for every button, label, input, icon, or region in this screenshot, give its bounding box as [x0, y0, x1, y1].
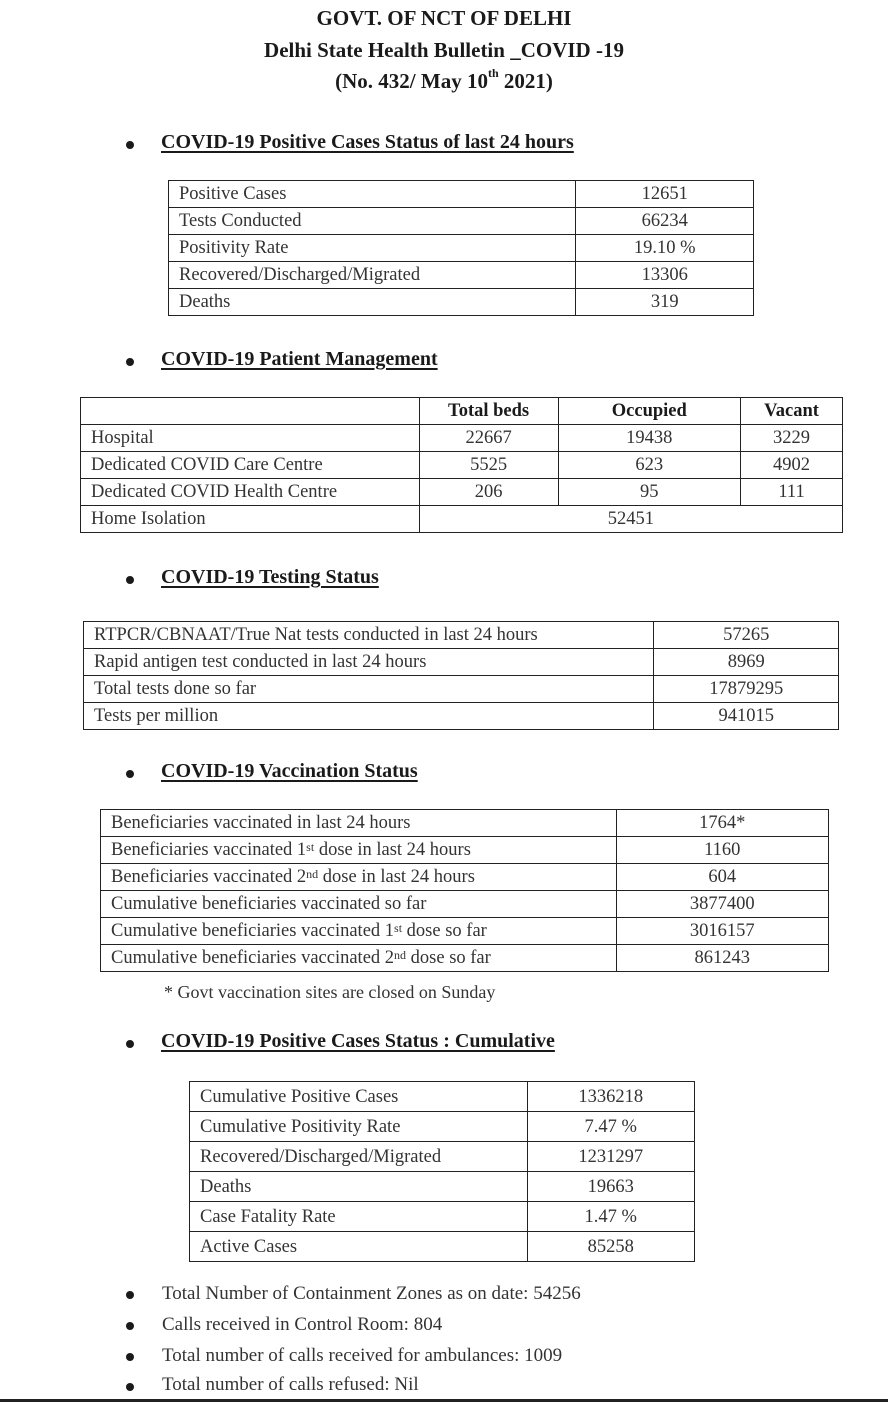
table-testing-status [83, 621, 839, 730]
section-title-patient-management: COVID-19 Patient Management [161, 348, 438, 370]
header-empty-cell [81, 398, 420, 425]
total-beds-value: 5525 [419, 452, 558, 479]
row-label: Beneficiaries vaccinated 2nd dose in last 24 hours [101, 864, 617, 891]
table-vaccination-status [100, 809, 829, 972]
row-label: Rapid antigen test conducted in last 24 hours [84, 649, 654, 676]
occupied-value: 623 [558, 452, 741, 479]
table-row [190, 1232, 695, 1262]
column-header-occupied: Occupied [558, 398, 741, 425]
row-value: 7.47 % [527, 1112, 694, 1142]
table-row [190, 1082, 695, 1112]
row-value: 1336218 [527, 1082, 694, 1112]
bullet-icon [126, 1040, 134, 1048]
row-label: Recovered/Discharged/Migrated [190, 1142, 528, 1172]
header-bulletin-number: (No. 432/ May 10th 2021) [335, 66, 553, 93]
row-label: Cumulative Positive Cases [190, 1082, 528, 1112]
vacant-value: 3229 [741, 425, 843, 452]
row-label: Recovered/Discharged/Migrated [169, 262, 576, 289]
row-label: Deaths [190, 1172, 528, 1202]
section-title-cumulative: COVID-19 Positive Cases Status : Cumulative [161, 1030, 555, 1052]
row-label: Positive Cases [169, 181, 576, 208]
table-row [101, 837, 829, 864]
table-row [101, 810, 829, 837]
row-value: 66234 [576, 208, 754, 235]
header-govt: GOVT. OF NCT OF DELHI [316, 6, 572, 30]
table-row [169, 262, 754, 289]
control-room-calls-text: Calls received in Control Room: 804 [162, 1314, 443, 1335]
refused-calls-text: Total number of calls refused: Nil [162, 1374, 419, 1395]
row-value: 17879295 [654, 676, 839, 703]
row-label: Dedicated COVID Care Centre [81, 452, 420, 479]
bullet-icon [126, 770, 134, 778]
row-label: Cumulative beneficiaries vaccinated 2nd dose so far [101, 945, 617, 972]
bullet-icon [126, 141, 134, 149]
table-row [169, 235, 754, 262]
table-row [81, 479, 843, 506]
row-label: Total tests done so far [84, 676, 654, 703]
row-value: 1231297 [527, 1142, 694, 1172]
row-value: 319 [576, 289, 754, 316]
vacant-value: 111 [741, 479, 843, 506]
row-label: Case Fatality Rate [190, 1202, 528, 1232]
header-bulletin-title: Delhi State Health Bulletin _COVID -19 [264, 38, 624, 62]
total-beds-value: 22667 [419, 425, 558, 452]
table-row [101, 918, 829, 945]
table-row [101, 945, 829, 972]
row-value: 604 [616, 864, 828, 891]
bullet-icon [126, 358, 134, 366]
row-value: 3877400 [616, 891, 828, 918]
table-row [101, 891, 829, 918]
section-title-vaccination: COVID-19 Vaccination Status [161, 760, 418, 782]
section-title-testing: COVID-19 Testing Status [161, 566, 379, 588]
table-row [190, 1142, 695, 1172]
table-row [81, 506, 843, 533]
table-row [81, 425, 843, 452]
row-value: 1160 [616, 837, 828, 864]
row-value: 85258 [527, 1232, 694, 1262]
table-header-row [81, 398, 843, 425]
bullet-icon [126, 1291, 134, 1299]
row-label: Beneficiaries vaccinated in last 24 hours [101, 810, 617, 837]
row-value: 12651 [576, 181, 754, 208]
ambulance-calls-text: Total number of calls received for ambulances: 1009 [162, 1345, 563, 1366]
table-positive-24h [168, 180, 754, 316]
row-label: Cumulative Positivity Rate [190, 1112, 528, 1142]
containment-zones-text: Total Number of Containment Zones as on date: 54256 [162, 1283, 581, 1304]
row-value: 3016157 [616, 918, 828, 945]
row-label: Tests per million [84, 703, 654, 730]
occupied-value: 95 [558, 479, 741, 506]
row-value: 57265 [654, 622, 839, 649]
row-value: 941015 [654, 703, 839, 730]
table-row [190, 1112, 695, 1142]
table-patient-management [80, 397, 843, 533]
bullet-icon [126, 1383, 134, 1391]
row-label: Cumulative beneficiaries vaccinated 1st dose so far [101, 918, 617, 945]
row-label: Tests Conducted [169, 208, 576, 235]
table-row [190, 1172, 695, 1202]
row-value: 1764* [616, 810, 828, 837]
section-title-24h: COVID-19 Positive Cases Status of last 24 hours [161, 131, 574, 153]
row-label: Dedicated COVID Health Centre [81, 479, 420, 506]
row-label: Deaths [169, 289, 576, 316]
row-value: 19.10 % [576, 235, 754, 262]
row-label: Beneficiaries vaccinated 1st dose in last 24 hours [101, 837, 617, 864]
table-row [169, 181, 754, 208]
row-value: 861243 [616, 945, 828, 972]
row-label: Hospital [81, 425, 420, 452]
table-row [190, 1202, 695, 1232]
row-label: Active Cases [190, 1232, 528, 1262]
bullet-icon [126, 1353, 134, 1361]
table-row [101, 864, 829, 891]
table-row [84, 649, 839, 676]
table-row [84, 622, 839, 649]
bullet-icon [126, 576, 134, 584]
bullet-icon [126, 1322, 134, 1330]
row-value: 13306 [576, 262, 754, 289]
row-label: Home Isolation [81, 506, 420, 533]
row-value: 19663 [527, 1172, 694, 1202]
vaccination-footnote: * Govt vaccination sites are closed on Sunday [164, 982, 496, 1002]
bottom-divider [0, 1399, 888, 1402]
home-isolation-value: 52451 [419, 506, 842, 533]
column-header-vacant: Vacant [741, 398, 843, 425]
vacant-value: 4902 [741, 452, 843, 479]
row-label: RTPCR/CBNAAT/True Nat tests conducted in last 24 hours [84, 622, 654, 649]
table-cumulative-status [189, 1081, 695, 1262]
column-header-total-beds: Total beds [419, 398, 558, 425]
total-beds-value: 206 [419, 479, 558, 506]
row-value: 1.47 % [527, 1202, 694, 1232]
row-label: Positivity Rate [169, 235, 576, 262]
table-row [81, 452, 843, 479]
table-row [169, 289, 754, 316]
table-row [169, 208, 754, 235]
occupied-value: 19438 [558, 425, 741, 452]
table-row [84, 703, 839, 730]
row-value: 8969 [654, 649, 839, 676]
row-label: Cumulative beneficiaries vaccinated so far [101, 891, 617, 918]
table-row [84, 676, 839, 703]
